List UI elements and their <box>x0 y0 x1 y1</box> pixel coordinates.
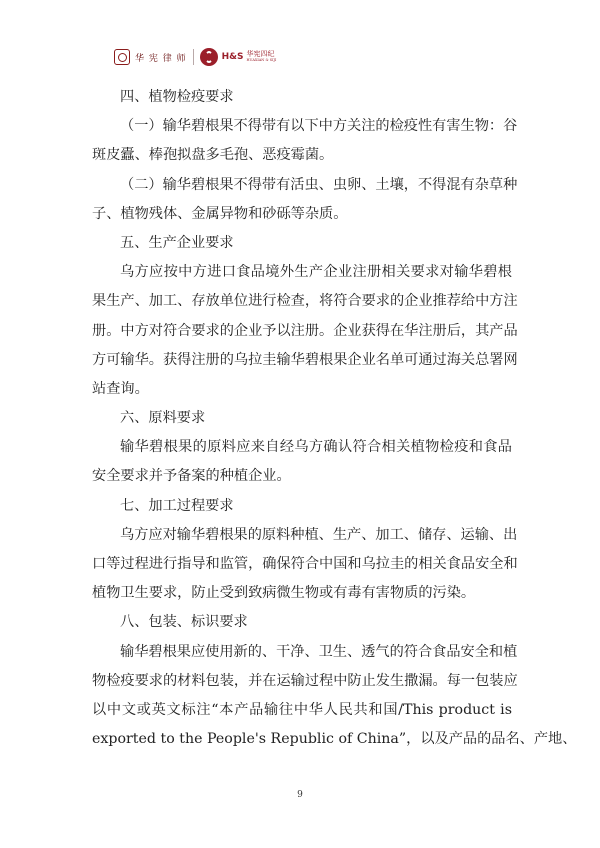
text-line: 五、生产企业要求 <box>120 234 234 251</box>
text-line: 果生产、加工、存放单位进行检查，将符合要求的企业推荐给中方注 <box>92 293 518 310</box>
circle-s-icon <box>200 48 218 66</box>
text-line: （二）输华碧根果不得带有活虫、虫卵、土壤，不得混有杂草种 <box>120 176 518 193</box>
text-line: 口等过程进行指导和监管，确保符合中国和乌拉圭的相关食品安全和 <box>92 556 518 572</box>
text-line: 册。中方对符合要求的企业予以注册。企业获得在华注册后，其产品 <box>92 322 518 339</box>
text-line: 安全要求并予备案的种植企业。 <box>92 468 291 485</box>
logo2-tiny: HUAXIAN & SIJI <box>246 58 277 63</box>
text-line: 乌方应按中方进口食品境外生产企业注册相关要求对输华碧根 <box>120 264 512 281</box>
text-line: 站查询。 <box>92 380 149 397</box>
text-line: 子、植物残体、金属异物和砂砾等杂质。 <box>92 205 348 222</box>
text-line: 植物卫生要求，防止受到致病微生物或有毒有害物质的污染。 <box>92 585 476 602</box>
page-number: 9 <box>297 790 303 800</box>
text-line: exported to the People's Republic of China”，以及产品的品名、产地、 <box>92 731 577 748</box>
text-line: 输华碧根果的原料应来自经乌方确认符合相关植物检疫和食品 <box>120 439 512 456</box>
seal-icon <box>114 49 130 65</box>
partner-logo <box>200 48 277 66</box>
text-line: 七、加工过程要求 <box>120 497 234 514</box>
text-line: 以中文或英文标注“本产品输往中华人民共和国/This product is <box>92 701 512 718</box>
logo1-text: 华 宪 律 师 <box>135 53 187 64</box>
text-line: 四、植物检疫要求 <box>120 89 234 105</box>
text-line: 斑皮蠹、棒孢拟盘多毛孢、恶疫霉菌。 <box>92 147 334 164</box>
text-line: 输华碧根果应使用新的、干净、卫生、透气的符合食品安全和植 <box>120 643 518 660</box>
text-line: 乌方应对输华碧根果的原料种植、生产、加工、储存、运输、出 <box>120 526 518 543</box>
header-divider <box>193 49 194 65</box>
text-line: 八、包装、标识要求 <box>120 614 248 631</box>
logo2-cn: 华宪四纪 <box>246 50 275 59</box>
page-header <box>114 44 276 70</box>
text-line: （一）输华碧根果不得带有以下中方关注的检疫性有害生物：谷 <box>120 118 518 135</box>
law-firm-logo <box>114 49 187 65</box>
logo2-text: H&S <box>221 52 244 62</box>
document-body <box>92 83 577 754</box>
text-line: 方可输华。获得注册的乌拉圭输华碧根果企业名单可通过海关总署网 <box>92 351 518 368</box>
text-line: 六、原料要求 <box>120 410 206 427</box>
text-line: 物检疫要求的材料包装，并在运输过程中防止发生撒漏。每一包装应 <box>92 672 518 689</box>
logo2-subtext <box>246 51 276 63</box>
